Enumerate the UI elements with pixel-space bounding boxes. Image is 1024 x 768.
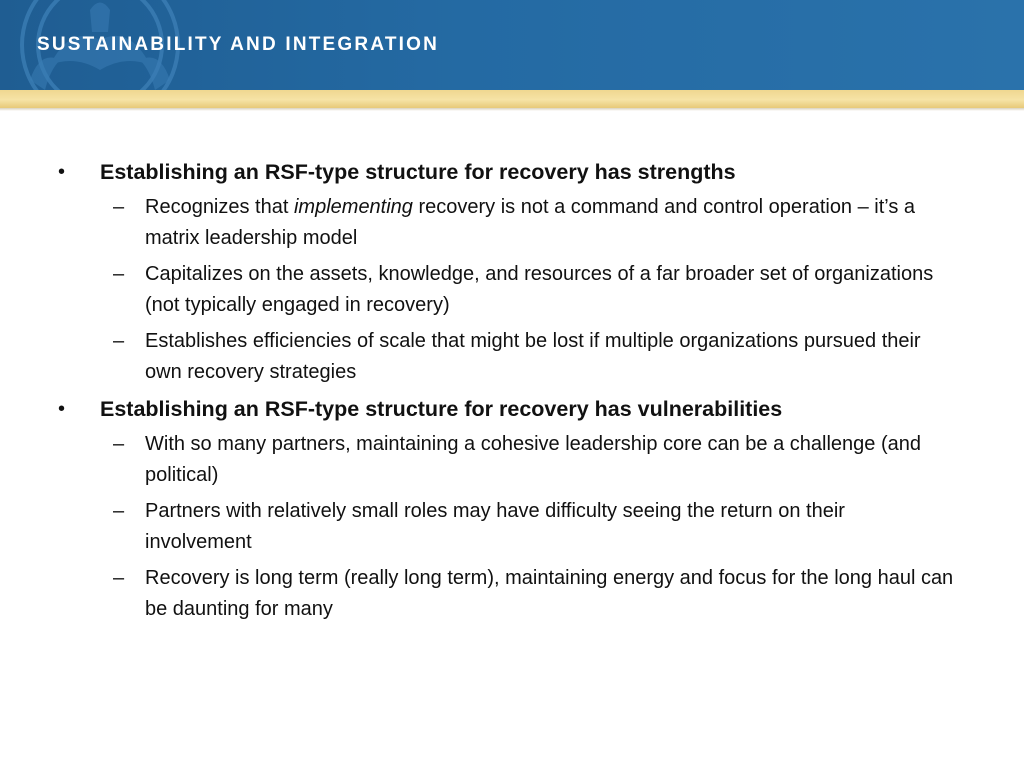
list-item	[0, 496, 1024, 557]
bullet-icon: •	[58, 161, 66, 183]
list-item-text: Establishes efficiencies of scale that might be lost if multiple organizations pursued their own recovery strategies	[145, 330, 921, 383]
section-strengths	[0, 156, 1024, 387]
list-item-text: Capitalizes on the assets, knowledge, and resources of a far broader set of organizations (not typically engaged in recovery)	[145, 263, 934, 316]
section-vulnerabilities	[0, 393, 1024, 624]
dash-icon: –	[113, 567, 125, 589]
header-banner	[0, 0, 1024, 90]
dash-icon: –	[113, 263, 125, 285]
bullet-icon: •	[58, 398, 66, 420]
bullet-heading-text: Establishing an RSF-type structure for recovery has strengths	[100, 160, 736, 184]
list-item	[0, 326, 1024, 387]
header-gold-stripe	[0, 90, 1024, 108]
list-item	[0, 192, 1024, 253]
page-title: SUSTAINABILITY AND INTEGRATION	[37, 34, 440, 55]
sub-list	[0, 192, 1024, 387]
list-item-text: With so many partners, maintaining a cohesive leadership core can be a challenge (and political)	[145, 433, 921, 486]
list-item-text-emphasis: implementing	[293, 196, 413, 218]
list-item	[0, 259, 1024, 320]
dash-icon: –	[113, 330, 125, 352]
list-item-text-post: recovery is not a command and control operation – it’s a matrix leadership model	[145, 196, 916, 249]
list-item	[0, 563, 1024, 624]
slide-content	[0, 156, 1024, 630]
bullet-heading-text: Establishing an RSF-type structure for recovery has vulnerabilities	[100, 397, 783, 421]
header-divider	[0, 108, 1024, 111]
list-item-text: Recovery is long term (really long term), maintaining energy and focus for the long haul can be daunting for many	[145, 567, 954, 620]
bullet-heading	[0, 393, 1024, 425]
dash-icon: –	[113, 500, 125, 522]
dash-icon: –	[113, 433, 125, 455]
dash-icon: –	[113, 196, 125, 218]
list-item	[0, 429, 1024, 490]
sub-list	[0, 429, 1024, 624]
list-item-text: Partners with relatively small roles may have difficulty seeing the return on their involvement	[145, 500, 845, 553]
list-item-text-pre: Recognizes that	[145, 196, 294, 218]
bullet-heading	[0, 156, 1024, 188]
